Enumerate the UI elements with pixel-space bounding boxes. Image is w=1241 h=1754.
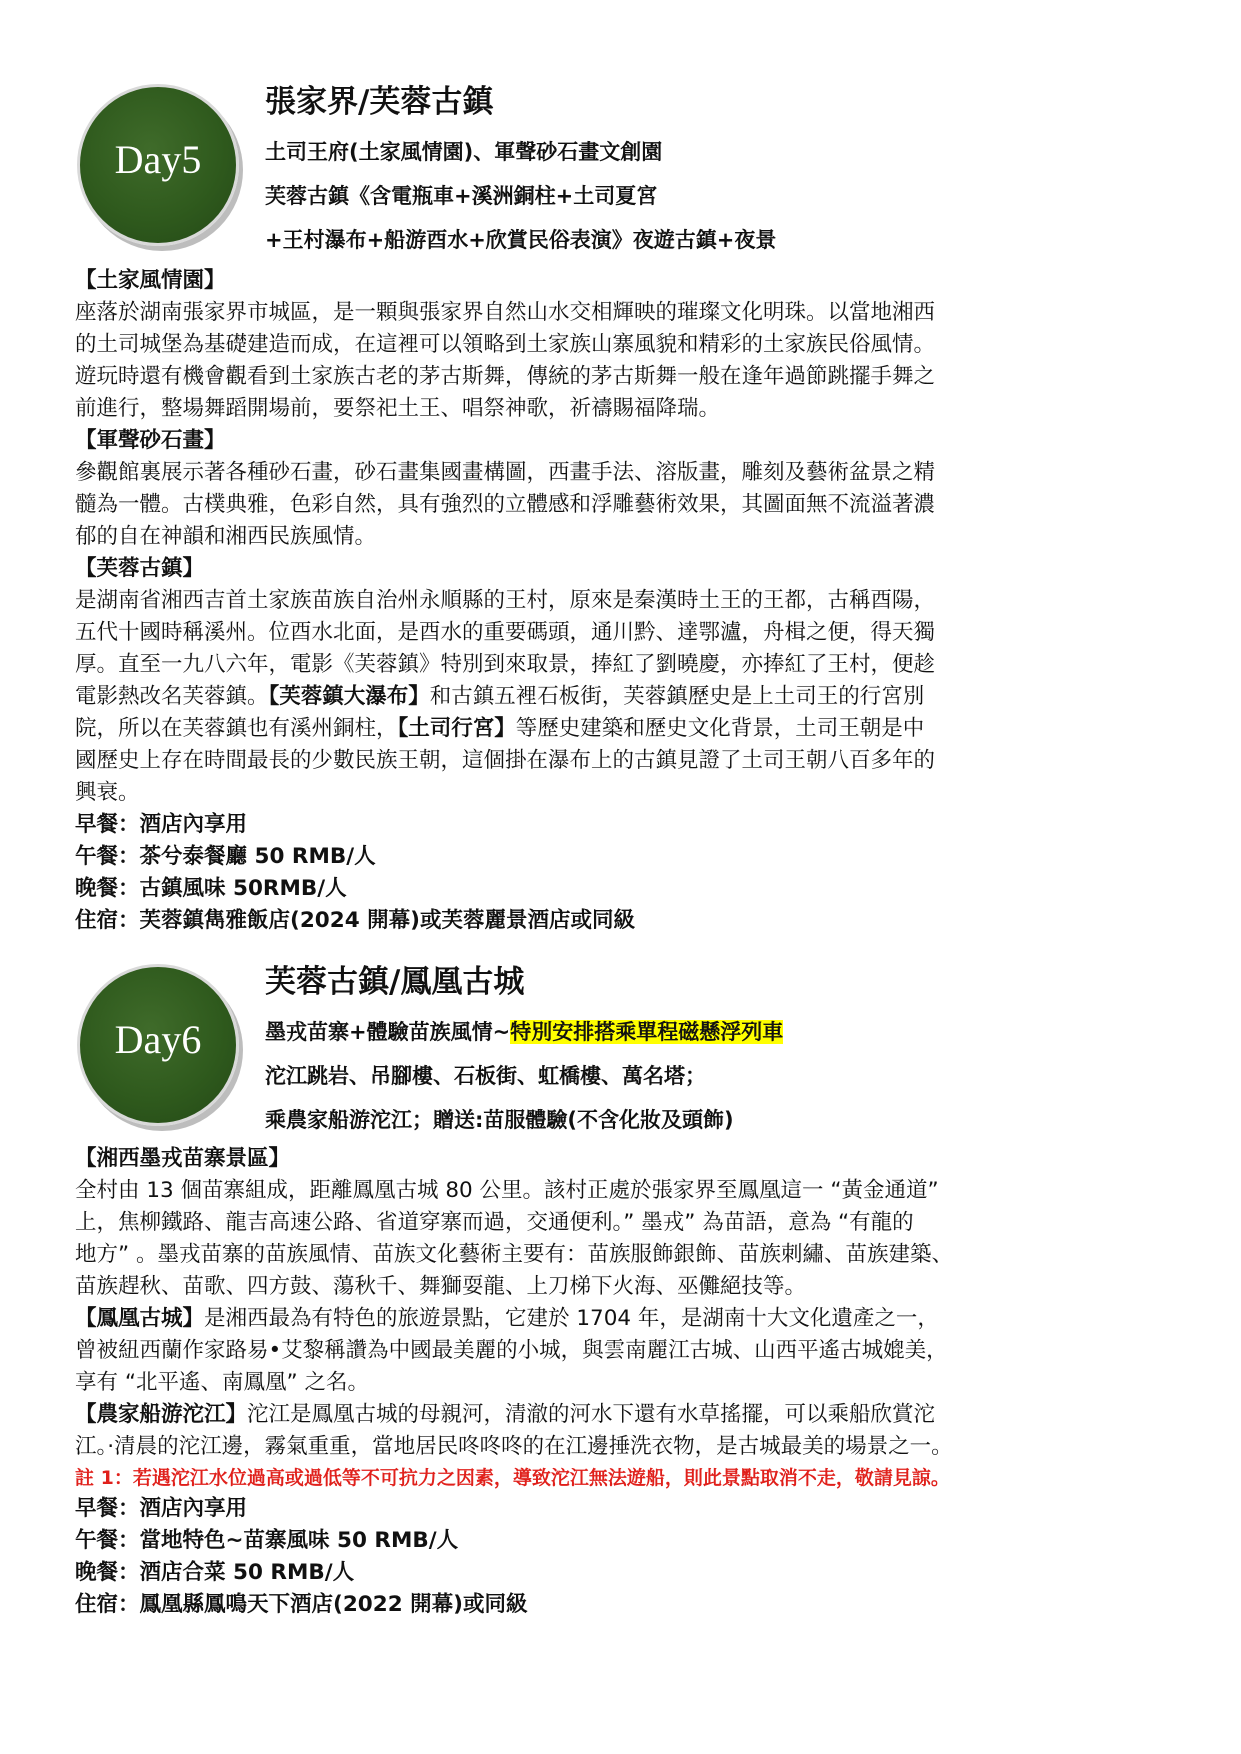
day6-text-line — [75, 1303, 1165, 1335]
day5-section-heading: 【土家風情園】 — [75, 268, 226, 293]
day5-text-line: 興衰。 — [75, 780, 140, 805]
day6-text-line: 曾被紐西蘭作家路易•艾黎稱讚為中國最美麗的小城，與雲南麗江古城、山西平遙古城媲美， — [75, 1338, 948, 1363]
day5-text-line: 座落於湖南張家界市城區，是一顆與張家界自然山水交相輝映的璀璨文化明珠。以當地湘西 — [75, 300, 936, 325]
day6-hotel: 住宿：鳳凰縣鳳鳴天下酒店(2022 開幕)或同級 — [75, 1592, 528, 1617]
day6-inline-heading: 【鳳凰古城】 — [75, 1306, 205, 1331]
day6-title: 芙蓉古鎮/鳳凰古城 — [265, 964, 525, 1000]
day6-inline-heading: 【農家船游沱江】 — [75, 1402, 248, 1427]
day5-text-line: 厚。直至一九八六年，電影《芙蓉鎮》特別到來取景，捧紅了劉曉慶，亦捧紅了王村，便趁 — [75, 652, 936, 677]
day5-badge-label: Day5 — [114, 136, 202, 182]
day6-subtitle-1-text: 墨戎苗寨+體驗苗族風情~ — [265, 1020, 511, 1044]
day6-subtitle-1 — [265, 1010, 1165, 1054]
day5-breakfast: 早餐：酒店內享用 — [75, 812, 248, 837]
day6-text-line: 享有 “北平遙、南鳳凰” 之名。 — [75, 1370, 369, 1395]
day5-text-segment: 和古鎮五裡石板街，芙蓉鎮歷史是上土司王的行宮別 — [429, 684, 925, 709]
day6-text-segment: 沱江是鳳凰古城的母親河，清澈的河水下還有水草搖擺，可以乘船欣賞沱 — [247, 1402, 936, 1427]
day6-text-line — [75, 1399, 1165, 1431]
day6-badge-circle — [77, 964, 239, 1126]
day6-breakfast: 早餐：酒店內享用 — [75, 1496, 248, 1521]
day5-hotel: 住宿：芙蓉鎮雋雅飯店(2024 開幕)或芙蓉麗景酒店或同級 — [75, 908, 635, 933]
day5-subtitle-2: 芙蓉古鎮《含電瓶車+溪洲銅柱+土司夏宮 — [265, 184, 658, 208]
day5-text-line: 五代十國時稱溪州。位酉水北面，是酉水的重要碼頭，通川黔、達鄂瀘，舟楫之便，得天獨 — [75, 620, 936, 645]
day6-text-line: 江。·清晨的沱江邊，霧氣重重，當地居民咚咚咚的在江邊捶洗衣物，是古城最美的場景之一。 — [75, 1434, 953, 1459]
day5-section-heading: 【軍聲砂石畫】 — [75, 428, 226, 453]
day5-text-line — [75, 681, 1165, 713]
day5-inline-heading: 【土司行宮】 — [397, 716, 516, 741]
day6-header — [265, 960, 1165, 1142]
day5-text-line: 髓為一體。古樸典雅，色彩自然，具有強烈的立體感和浮雕藝術效果，其圖面無不流溢著濃 — [75, 492, 936, 517]
day6-badge-label: Day6 — [114, 1016, 202, 1062]
day6-lunch: 午餐：當地特色~苗寨風味 50 RMB/人 — [75, 1528, 459, 1553]
day5-dinner: 晚餐：古鎮風味 50RMB/人 — [75, 876, 347, 901]
day5-lunch: 午餐：茶兮泰餐廳 50 RMB/人 — [75, 844, 376, 869]
day6-content — [75, 1143, 1165, 1621]
day5-text-line: 國歷史上存在時間最長的少數民族王朝，這個掛在瀑布上的古鎮見證了土司王朝八百多年的 — [75, 748, 936, 773]
day6-section-heading: 【湘西墨戎苗寨景區】 — [75, 1146, 291, 1171]
day5-inline-heading: 【芙蓉鎮大瀑布】 — [268, 684, 430, 709]
day6-text-line: 全村由 13 個苗寨組成，距離鳳凰古城 80 公里。該村正處於張家界至鳳凰這一 “黃金通道” — [75, 1178, 939, 1203]
day6-subtitle-2: 沱江跳岩、吊腳樓、石板街、虹橋樓、萬名塔； — [265, 1064, 706, 1088]
day5-section-heading: 【芙蓉古鎮】 — [75, 556, 205, 581]
day6-dinner: 晚餐：酒店合菜 50 RMB/人 — [75, 1560, 355, 1585]
day5-text-line: 郁的自在神韻和湘西民族風情。 — [75, 524, 377, 549]
day5-title: 張家界/芙蓉古鎮 — [265, 84, 494, 120]
day6-text-line: 地方” 。墨戎苗寨的苗族風情、苗族文化藝術主要有：苗族服飾銀飾、苗族刺繡、苗族建築、 — [75, 1242, 953, 1267]
day5-text-segment: 院，所以在芙蓉鎮也有溪州銅柱， — [75, 716, 398, 741]
day5-badge — [75, 82, 245, 252]
day5-text-line: 前進行，整場舞蹈開場前，要祭祀土王、唱祭神歌，祈禱賜福降瑞。 — [75, 396, 721, 421]
day6-text-segment: 是湘西最為有特色的旅遊景點，它建於 1704 年，是湖南十大文化遺產之一， — [204, 1306, 939, 1331]
day6-text-line: 苗族趕秋、苗歌、四方鼓、蕩秋千、舞獅耍龍、上刀梯下火海、巫儺絕技等。 — [75, 1274, 807, 1299]
day5-text-segment: 電影熱改名芙蓉鎮。 — [75, 684, 269, 709]
day6-badge — [75, 962, 245, 1132]
day5-header — [265, 80, 1165, 262]
day5-text-line: 參觀館裏展示著各種砂石畫，砂石畫集國畫構圖，西畫手法、溶版畫，雕刻及藝術盆景之精 — [75, 460, 936, 485]
day5-text-line: 的土司城堡為基礎建造而成，在這裡可以領略到土家族山寨風貌和精彩的土家族民俗風情。 — [75, 332, 936, 357]
day5-subtitle-3: +王村瀑布+船游酉水+欣賞民俗表演》夜遊古鎮+夜景 — [265, 228, 777, 252]
day5-text-line: 遊玩時還有機會觀看到土家族古老的茅古斯舞，傳統的茅古斯舞一般在逢年過節跳擺手舞之 — [75, 364, 936, 389]
day6-subtitle-3: 乘農家船游沱江；贈送:苗服體驗(不含化妝及頭飾) — [265, 1108, 734, 1132]
day6-text-line: 上，焦柳鐵路、龍吉高速公路、省道穿寨而過，交通便利。” 墨戎” 為苗語，意為 “有龍的 — [75, 1210, 914, 1235]
day6-highlight: 特別安排搭乘單程磁懸浮列車 — [510, 1020, 784, 1044]
day5-badge-circle — [77, 84, 239, 246]
day5-text-line: 是湖南省湘西吉首土家族苗族自治州永順縣的王村，原來是秦漢時土王的王都，古稱酉陽， — [75, 588, 936, 613]
day6-note: 註 1：若遇沱江水位過高或過低等不可抗力之因素，導致沱江無法遊船，則此景點取消不走，敬請見諒。 — [75, 1467, 950, 1489]
day5-text-line — [75, 713, 1165, 745]
day5-text-segment: 等歷史建築和歷史文化背景，土司王朝是中 — [515, 716, 925, 741]
day5-subtitle-1: 土司王府(土家風情園)、軍聲砂石畫文創園 — [265, 140, 663, 164]
day5-content — [75, 265, 1165, 937]
